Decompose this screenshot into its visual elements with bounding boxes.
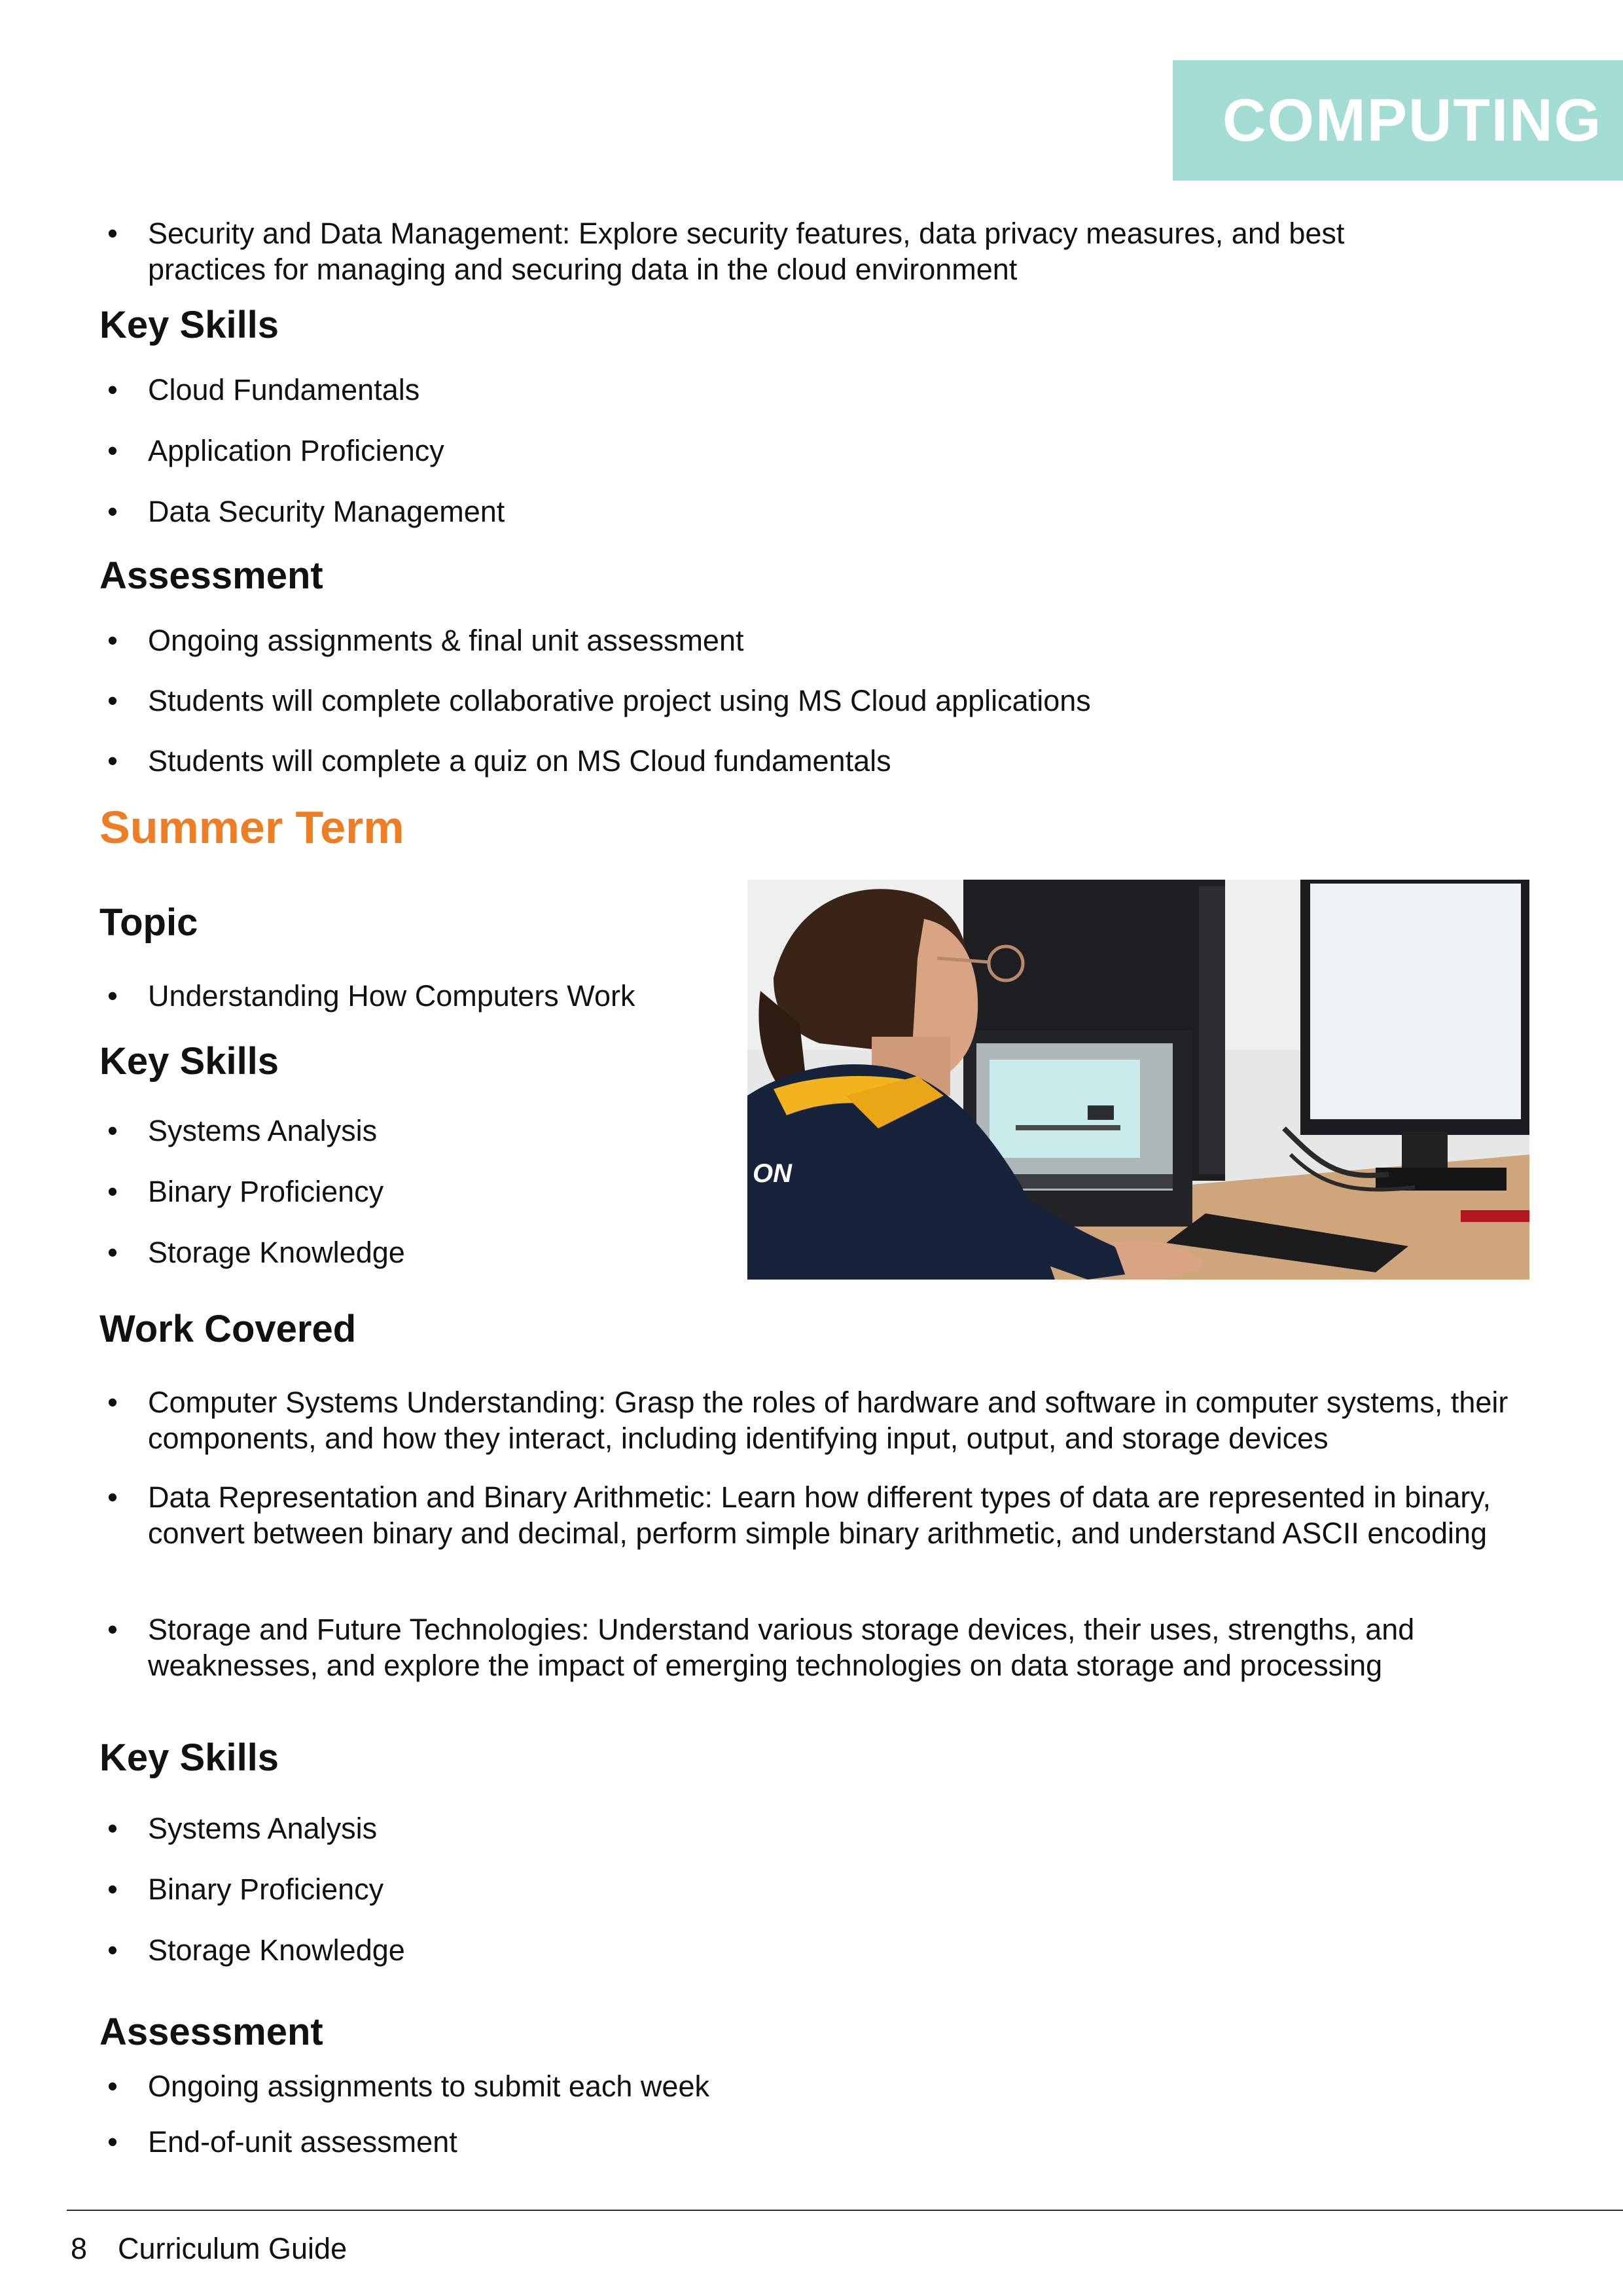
bullet-icon: • <box>107 495 118 528</box>
assessment-heading: Assessment <box>99 2011 323 2053</box>
bullet-icon: • <box>107 1236 118 1269</box>
work-covered-list <box>99 1384 1559 1456</box>
document-title: Curriculum Guide <box>118 2232 348 2265</box>
assessment-list <box>99 2068 1147 2104</box>
topic-list <box>99 978 728 1014</box>
list-item: • Cloud Fundamentals <box>99 372 1147 408</box>
bullet-icon: • <box>107 373 118 406</box>
page-number: 8 <box>71 2232 88 2265</box>
list-item: • Understanding How Computers Work <box>99 978 728 1014</box>
key-skills-list <box>99 1113 728 1149</box>
student-at-computer-photo <box>747 880 1529 1280</box>
key-skills-list <box>99 372 1147 408</box>
list-item: • Storage Knowledge <box>99 1932 1147 1968</box>
bullet-icon: • <box>107 2070 118 2103</box>
work-covered-continued-list <box>99 215 1376 287</box>
list-item: • Students will complete collaborative project using MS Cloud applications <box>99 683 1408 719</box>
list-item: • Storage and Future Technologies: Understand various storage devices, their uses, strengths, and weaknesses, and explore the impact of emerging technologies on data storage and processing <box>99 1611 1559 1683</box>
key-skills-list <box>99 1871 1147 1907</box>
key-skills-list <box>99 1174 728 1210</box>
shirt-text: ON <box>753 1159 792 1188</box>
bullet-icon: • <box>107 434 118 467</box>
photo-illustration <box>747 880 1529 1280</box>
work-covered-list <box>99 1611 1559 1683</box>
list-item: • Systems Analysis <box>99 1810 1147 1846</box>
key-skills-list <box>99 433 1147 469</box>
bullet-icon: • <box>107 1613 118 1646</box>
list-item: • Systems Analysis <box>99 1113 728 1149</box>
bullet-icon: • <box>107 1812 118 1845</box>
list-item: • Computer Systems Understanding: Grasp the roles of hardware and software in computer systems, their components, and how they interact, including identifying input, output, and storage devices <box>99 1384 1559 1456</box>
footer-divider <box>67 2210 1623 2211</box>
bullet-icon: • <box>107 684 118 717</box>
work-covered-heading: Work Covered <box>99 1308 357 1350</box>
list-item: • Binary Proficiency <box>99 1174 728 1210</box>
key-skills-heading: Key Skills <box>99 1040 279 1083</box>
key-skills-list <box>99 1932 1147 1968</box>
section-tab: COMPUTING <box>1173 60 1623 181</box>
list-item: • Application Proficiency <box>99 433 1147 469</box>
list-item: • Binary Proficiency <box>99 1871 1147 1907</box>
list-item: • Students will complete a quiz on MS Cloud fundamentals <box>99 743 1408 779</box>
key-skills-list <box>99 1234 728 1270</box>
key-skills-list <box>99 1810 1147 1846</box>
bullet-icon: • <box>107 744 118 778</box>
assessment-list <box>99 743 1408 779</box>
bullet-icon: • <box>107 1480 118 1514</box>
list-item: • Storage Knowledge <box>99 1234 728 1270</box>
topic-heading: Topic <box>99 901 198 944</box>
bullet-icon: • <box>107 1175 118 1208</box>
bullet-icon: • <box>107 979 118 1013</box>
bullet-icon: • <box>107 217 118 250</box>
bullet-icon: • <box>107 1386 118 1419</box>
bullet-icon: • <box>107 2125 118 2159</box>
list-item: • Ongoing assignments & final unit assessment <box>99 622 1408 658</box>
work-covered-list <box>99 1479 1559 1551</box>
bullet-icon: • <box>107 624 118 657</box>
bullet-icon: • <box>107 1933 118 1967</box>
list-item: • Data Representation and Binary Arithmetic: Learn how different types of data are represented in binary, convert between binary and decimal, perform simple binary arithmetic, and understand ASCII encoding <box>99 1479 1559 1551</box>
assessment-list <box>99 622 1408 658</box>
summer-term-title: Summer Term <box>99 802 404 853</box>
list-item: • Data Security Management <box>99 493 1147 529</box>
list-item: • Security and Data Management: Explore security features, data privacy measures, and best practices for managing and securing data in the cloud environment <box>99 215 1376 287</box>
assessment-heading: Assessment <box>99 554 323 597</box>
key-skills-list <box>99 493 1147 529</box>
bullet-icon: • <box>107 1114 118 1147</box>
key-skills-heading: Key Skills <box>99 1736 279 1779</box>
bullet-icon: • <box>107 1873 118 1906</box>
assessment-list <box>99 2124 1147 2160</box>
assessment-list <box>99 683 1408 719</box>
list-item: • End-of-unit assessment <box>99 2124 1147 2160</box>
key-skills-heading: Key Skills <box>99 304 279 346</box>
list-item: • Ongoing assignments to submit each week <box>99 2068 1147 2104</box>
